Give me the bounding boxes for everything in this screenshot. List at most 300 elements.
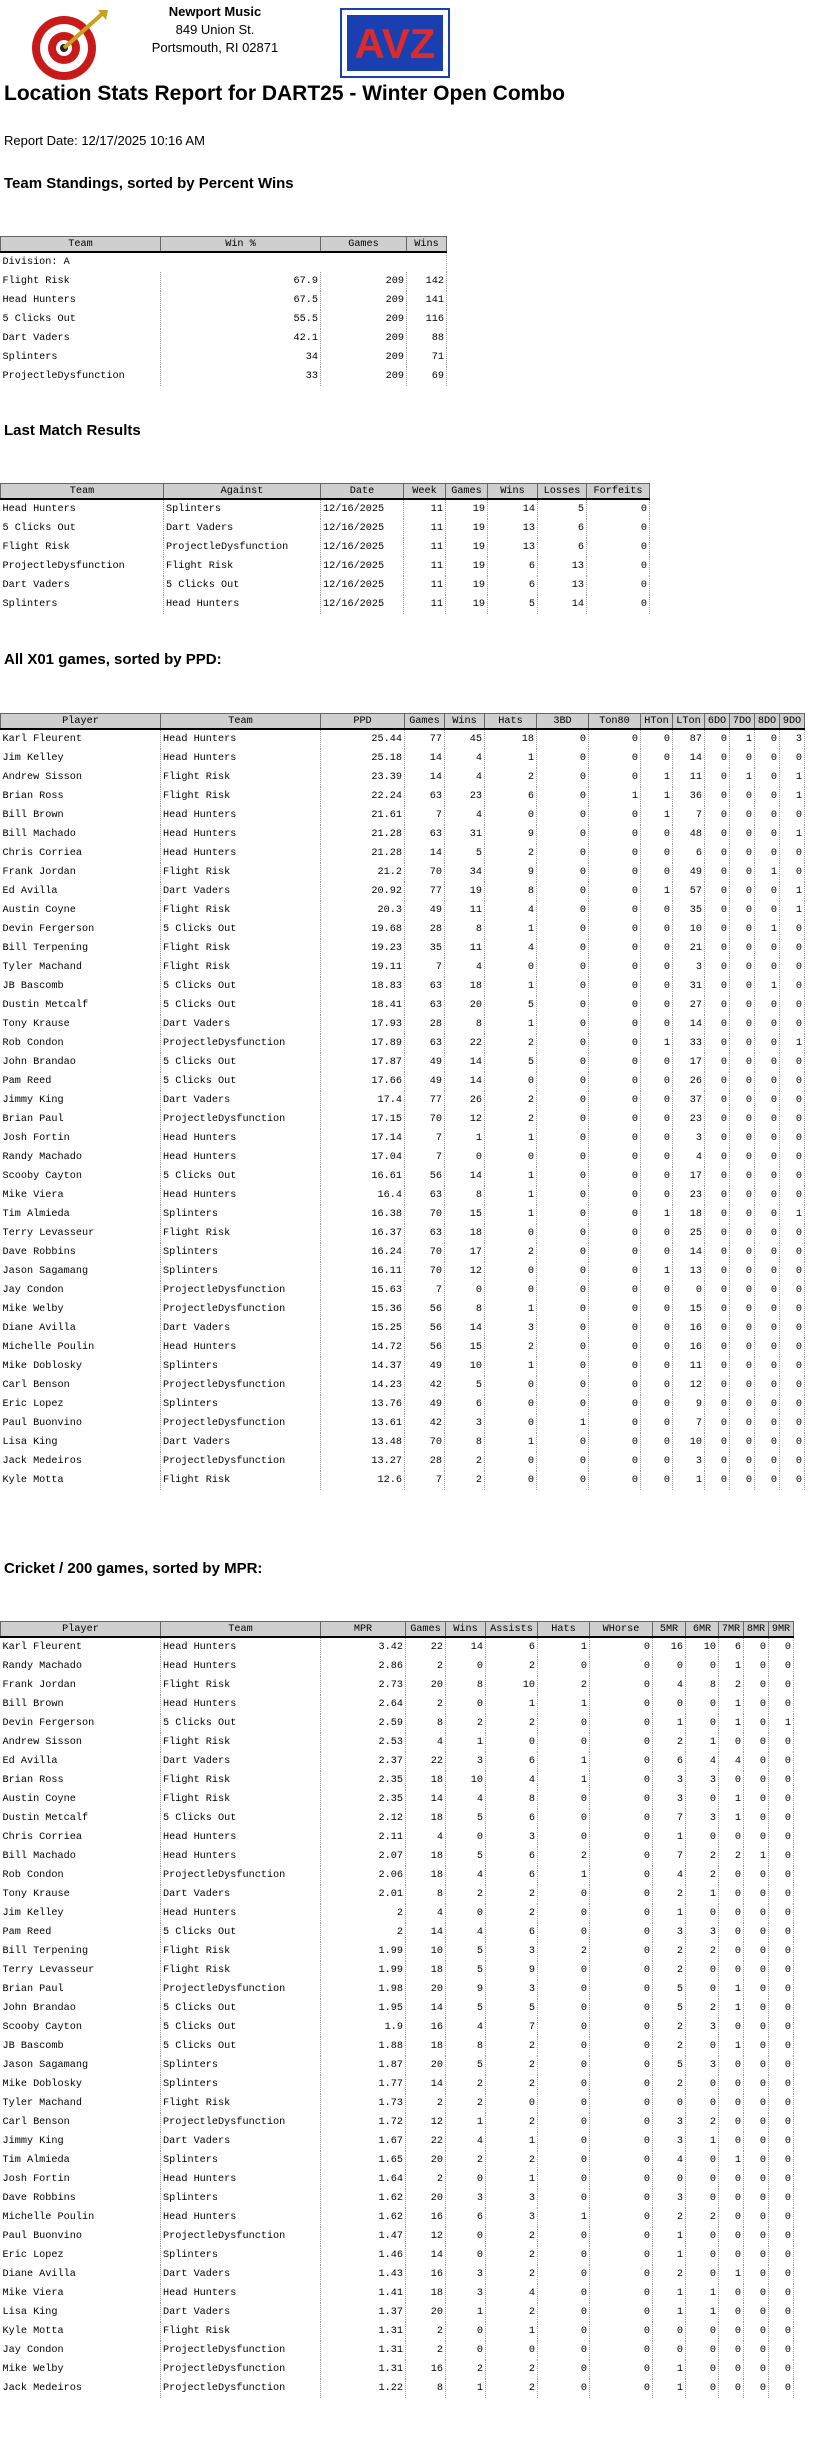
column-header: Team <box>161 1622 321 1638</box>
table-cell: Jimmy King <box>1 2132 161 2151</box>
table-cell: 22 <box>406 2132 446 2151</box>
table-cell: 0 <box>730 1414 755 1433</box>
table-cell: Bill Terpening <box>1 1942 161 1961</box>
table-cell: Karl Fleurent <box>1 729 161 749</box>
table-cell: 35 <box>405 939 445 958</box>
table-cell: 0 <box>769 1637 794 1657</box>
table-cell: 0 <box>744 2227 769 2246</box>
table-cell: 5 Clicks Out <box>1 310 161 329</box>
table-row <box>1 1281 805 1300</box>
table-cell: 0 <box>769 2018 794 2037</box>
table-cell: Mike Viera <box>1 1186 161 1205</box>
table-cell: 0 <box>705 939 730 958</box>
table-cell: 5 Clicks Out <box>161 996 321 1015</box>
table-cell: 0 <box>589 1452 641 1471</box>
table-cell: 0 <box>705 1129 730 1148</box>
table-cell: 5 Clicks Out <box>1 519 164 538</box>
table-cell: Dustin Metcalf <box>1 1809 161 1828</box>
column-header: Wins <box>488 484 538 500</box>
table-cell: Flight Risk <box>1 272 161 291</box>
table-cell: 2.01 <box>321 1885 406 1904</box>
table-cell: 14 <box>538 595 587 614</box>
table-cell: 0 <box>641 1053 673 1072</box>
table-cell: 0 <box>769 1790 794 1809</box>
table-cell: 2 <box>406 2322 446 2341</box>
table-cell: Flight Risk <box>1 538 164 557</box>
table-cell: 0 <box>769 2284 794 2303</box>
table-cell: 0 <box>744 1942 769 1961</box>
avz-logo-text: AVZ <box>354 20 436 67</box>
table-cell: 0 <box>755 768 780 787</box>
table-cell: Head Hunters <box>161 1338 321 1357</box>
table-cell: 0 <box>446 1828 486 1847</box>
table-cell: 14 <box>488 499 538 519</box>
table-cell: 0 <box>719 1923 744 1942</box>
table-cell: Tony Krause <box>1 1885 161 1904</box>
column-header: Games <box>321 237 407 253</box>
table-cell: 0 <box>755 787 780 806</box>
table-cell: Head Hunters <box>161 844 321 863</box>
table-cell: 12/16/2025 <box>321 499 404 519</box>
table-row <box>1 1338 805 1357</box>
column-header: HTon <box>641 714 673 730</box>
table-cell: 2 <box>485 1243 537 1262</box>
table-cell: 0 <box>769 1847 794 1866</box>
table-cell: 0 <box>780 1414 805 1433</box>
table-cell: 1 <box>485 749 537 768</box>
table-cell: 31 <box>445 825 485 844</box>
table-cell: 2 <box>485 1034 537 1053</box>
table-cell: 2 <box>446 2360 486 2379</box>
table-row <box>1 863 805 882</box>
table-cell: 17.04 <box>321 1148 405 1167</box>
table-cell: 0 <box>744 1752 769 1771</box>
table-cell: 0 <box>744 1733 769 1752</box>
table-cell: Head Hunters <box>1 499 164 519</box>
table-cell: Splinters <box>161 2056 321 2075</box>
table-cell: 0 <box>673 1281 705 1300</box>
table-cell: 0 <box>705 1357 730 1376</box>
table-cell: 0 <box>730 1034 755 1053</box>
table-cell: 2.86 <box>321 1657 406 1676</box>
table-cell: 3 <box>653 2113 686 2132</box>
table-cell: 1 <box>653 2303 686 2322</box>
table-cell: 0 <box>587 538 650 557</box>
cricket-heading: Cricket / 200 games, sorted by MPR: <box>4 1560 263 1577</box>
table-cell: 0 <box>537 1186 589 1205</box>
table-cell: 0 <box>589 749 641 768</box>
table-cell: 18 <box>406 1809 446 1828</box>
table-cell: 0 <box>641 996 673 1015</box>
table-cell: Terry Levasseur <box>1 1961 161 1980</box>
table-cell: 0 <box>641 1015 673 1034</box>
table-row <box>1 2037 794 2056</box>
table-cell: 0 <box>769 2208 794 2227</box>
table-cell: 8 <box>446 1676 486 1695</box>
table-cell: 0 <box>641 1414 673 1433</box>
table-cell: 0 <box>485 1376 537 1395</box>
table-cell: Head Hunters <box>161 729 321 749</box>
table-cell: Chris Corriea <box>1 844 161 863</box>
table-cell: Dart Vaders <box>161 1885 321 1904</box>
table-cell: 1 <box>653 2360 686 2379</box>
table-cell: 0 <box>589 1129 641 1148</box>
header-row <box>1 237 447 253</box>
table-cell: 1.62 <box>321 2208 406 2227</box>
table-cell: 2.35 <box>321 1790 406 1809</box>
table-cell: 18 <box>673 1205 705 1224</box>
table-cell: 1 <box>653 1904 686 1923</box>
table-cell: 5 Clicks Out <box>164 576 321 595</box>
report-header <box>0 0 839 80</box>
table-cell: Flight Risk <box>161 958 321 977</box>
table-cell: 0 <box>769 2151 794 2170</box>
table-cell: 5 <box>445 1376 485 1395</box>
table-cell: 4 <box>446 1923 486 1942</box>
table-cell: 0 <box>769 2360 794 2379</box>
table-cell: 0 <box>719 1828 744 1847</box>
table-cell: 0 <box>538 1828 590 1847</box>
table-cell: 0 <box>686 1980 719 1999</box>
table-cell: 0 <box>719 1904 744 1923</box>
table-cell: 15.36 <box>321 1300 405 1319</box>
table-row <box>1 2113 794 2132</box>
column-header: Wins <box>445 714 485 730</box>
table-cell: 0 <box>755 901 780 920</box>
table-cell: 56 <box>405 1300 445 1319</box>
table-cell: 0 <box>538 1980 590 1999</box>
table-cell: 0 <box>537 1243 589 1262</box>
table-cell: 3 <box>653 1923 686 1942</box>
table-cell: 14 <box>673 1015 705 1034</box>
table-cell: 0 <box>537 1148 589 1167</box>
table-row <box>1 1053 805 1072</box>
table-cell: 5 Clicks Out <box>161 920 321 939</box>
table-cell: 0 <box>780 1072 805 1091</box>
table-cell: 0 <box>744 1980 769 1999</box>
table-cell: 1 <box>641 1262 673 1281</box>
table-cell: 0 <box>537 1338 589 1357</box>
table-cell: 0 <box>705 1015 730 1034</box>
table-cell: 0 <box>589 958 641 977</box>
table-cell: 8 <box>445 1015 485 1034</box>
table-cell: 0 <box>537 729 589 749</box>
table-cell: 0 <box>719 2208 744 2227</box>
table-cell: 0 <box>780 1262 805 1281</box>
table-cell: 5 <box>446 1961 486 1980</box>
table-cell: 0 <box>769 2170 794 2189</box>
table-cell: 0 <box>780 1053 805 1072</box>
column-header: Team <box>1 484 164 500</box>
table-cell: 0 <box>719 2189 744 2208</box>
column-header: Against <box>164 484 321 500</box>
table-cell: 55.5 <box>161 310 321 329</box>
table-cell: 0 <box>780 920 805 939</box>
table-cell: 0 <box>641 901 673 920</box>
table-cell: 3 <box>653 2132 686 2151</box>
table-cell: 1.64 <box>321 2170 406 2189</box>
table-row <box>1 348 447 367</box>
table-cell: Splinters <box>161 2189 321 2208</box>
table-cell: Flight Risk <box>161 2322 321 2341</box>
table-cell: 2 <box>486 2151 538 2170</box>
table-cell: 16 <box>653 1637 686 1657</box>
table-cell: 56 <box>405 1167 445 1186</box>
table-cell: 0 <box>730 1376 755 1395</box>
table-cell: 10 <box>673 920 705 939</box>
table-cell: 2 <box>486 1885 538 1904</box>
table-cell: 0 <box>705 1148 730 1167</box>
table-cell: 0 <box>730 1395 755 1414</box>
table-cell: 0 <box>719 2284 744 2303</box>
table-cell: 42 <box>405 1376 445 1395</box>
table-row <box>1 2303 794 2322</box>
table-cell: 5 Clicks Out <box>161 1053 321 1072</box>
table-cell: Splinters <box>161 1205 321 1224</box>
table-row <box>1 2265 794 2284</box>
table-cell: 88 <box>407 329 447 348</box>
table-cell: 0 <box>446 1695 486 1714</box>
table-cell: 1 <box>653 1828 686 1847</box>
table-cell: 2 <box>486 2246 538 2265</box>
table-cell: 1.88 <box>321 2037 406 2056</box>
table-cell: ProjectleDysfunction <box>161 1452 321 1471</box>
table-cell: 2.59 <box>321 1714 406 1733</box>
table-cell: Mike Doblosky <box>1 1357 161 1376</box>
table-cell: 6 <box>486 1809 538 1828</box>
table-cell: 0 <box>587 499 650 519</box>
table-cell: 17.93 <box>321 1015 405 1034</box>
table-cell: Splinters <box>161 2075 321 2094</box>
table-cell: 0 <box>705 1091 730 1110</box>
table-cell: 0 <box>705 1167 730 1186</box>
table-cell: 0 <box>780 1376 805 1395</box>
table-cell: 0 <box>589 1110 641 1129</box>
table-cell: 0 <box>755 996 780 1015</box>
table-cell: 0 <box>780 1395 805 1414</box>
table-cell: Ed Avilla <box>1 882 161 901</box>
table-cell: 0 <box>730 1452 755 1471</box>
table-cell: 1 <box>673 1471 705 1490</box>
table-cell: Dustin Metcalf <box>1 996 161 1015</box>
table-cell: 0 <box>537 1433 589 1452</box>
table-cell: 5 Clicks Out <box>161 1714 321 1733</box>
table-cell: Flight Risk <box>161 1790 321 1809</box>
table-cell: 70 <box>405 1243 445 1262</box>
table-cell: 2 <box>653 2265 686 2284</box>
table-cell: 13 <box>488 538 538 557</box>
table-cell: 0 <box>769 2227 794 2246</box>
table-cell: 16 <box>406 2208 446 2227</box>
table-cell: 0 <box>589 1205 641 1224</box>
table-cell: 3 <box>686 2056 719 2075</box>
table-cell: 0 <box>641 1376 673 1395</box>
table-cell: Jack Medeiros <box>1 2379 161 2398</box>
table-cell: Flight Risk <box>161 1771 321 1790</box>
table-cell: 1 <box>641 1205 673 1224</box>
table-cell: 0 <box>589 825 641 844</box>
last-match-heading: Last Match Results <box>4 422 141 439</box>
table-cell: 7 <box>405 1471 445 1490</box>
table-cell: 0 <box>537 806 589 825</box>
table-cell: 0 <box>705 901 730 920</box>
table-cell: 2 <box>406 2094 446 2113</box>
table-cell: 8 <box>486 1790 538 1809</box>
table-cell: 2.37 <box>321 1752 406 1771</box>
table-cell: 19.23 <box>321 939 405 958</box>
table-row <box>1 996 805 1015</box>
table-cell: 0 <box>755 1167 780 1186</box>
table-cell: 0 <box>769 2265 794 2284</box>
table-cell: 20 <box>406 1980 446 1999</box>
table-cell: 49 <box>673 863 705 882</box>
header-row <box>1 484 650 500</box>
table-cell: 1 <box>769 1714 794 1733</box>
table-cell: Head Hunters <box>161 2284 321 2303</box>
table-cell: 6 <box>488 557 538 576</box>
table-cell: 0 <box>641 1319 673 1338</box>
table-cell: 7 <box>673 806 705 825</box>
table-cell: 25.44 <box>321 729 405 749</box>
table-cell: 0 <box>730 1338 755 1357</box>
table-cell: 17 <box>673 1053 705 1072</box>
table-cell: 0 <box>769 1923 794 1942</box>
table-cell: 0 <box>730 1129 755 1148</box>
table-cell: 0 <box>744 1657 769 1676</box>
table-cell: 1 <box>486 2132 538 2151</box>
table-row <box>1 310 447 329</box>
table-cell: 7 <box>405 1129 445 1148</box>
table-cell: 1 <box>485 1205 537 1224</box>
table-cell: 2 <box>445 1452 485 1471</box>
table-cell: 209 <box>321 348 407 367</box>
table-cell: 0 <box>780 1319 805 1338</box>
table-cell: 1 <box>537 1414 589 1433</box>
table-cell: 0 <box>686 2360 719 2379</box>
table-row <box>1 519 650 538</box>
table-row <box>1 2056 794 2075</box>
table-cell: Flight Risk <box>161 1942 321 1961</box>
table-cell: Paul Buonvino <box>1 1414 161 1433</box>
table-cell: 1 <box>780 901 805 920</box>
table-cell: 3 <box>686 2018 719 2037</box>
table-cell: 3 <box>653 1771 686 1790</box>
table-cell: 11 <box>404 499 446 519</box>
table-cell: 1 <box>730 729 755 749</box>
table-cell: 23 <box>673 1110 705 1129</box>
table-cell: Eric Lopez <box>1 2246 161 2265</box>
table-cell: 12.6 <box>321 1471 405 1490</box>
table-cell: 0 <box>769 1904 794 1923</box>
table-cell: 22.24 <box>321 787 405 806</box>
table-cell: 0 <box>537 1053 589 1072</box>
table-cell: 0 <box>755 1034 780 1053</box>
table-cell: 0 <box>538 2360 590 2379</box>
table-cell: 0 <box>446 2322 486 2341</box>
table-cell: 0 <box>641 1357 673 1376</box>
table-cell: 1.37 <box>321 2303 406 2322</box>
column-header: Games <box>446 484 488 500</box>
table-cell: 0 <box>705 1281 730 1300</box>
table-cell: 12 <box>406 2113 446 2132</box>
table-cell: 0 <box>705 1338 730 1357</box>
table-cell: 42.1 <box>161 329 321 348</box>
table-cell: ProjectleDysfunction <box>161 2360 321 2379</box>
table-cell: 0 <box>641 1072 673 1091</box>
table-cell: 14.72 <box>321 1338 405 1357</box>
column-header: 7MR <box>719 1622 744 1638</box>
table-cell: 3 <box>673 1452 705 1471</box>
table-cell: 19 <box>446 557 488 576</box>
table-cell: 0 <box>769 1771 794 1790</box>
table-cell: 0 <box>769 1866 794 1885</box>
table-cell: 17.89 <box>321 1034 405 1053</box>
table-cell: 1 <box>755 977 780 996</box>
table-cell: ProjectleDysfunction <box>161 1300 321 1319</box>
table-cell: 0 <box>538 1923 590 1942</box>
table-cell: 37 <box>673 1091 705 1110</box>
table-row <box>1 1923 794 1942</box>
table-cell: Pam Reed <box>1 1923 161 1942</box>
table-cell: Splinters <box>164 499 321 519</box>
x01-stats-table <box>0 713 805 1490</box>
table-cell: 0 <box>744 2265 769 2284</box>
table-cell: Brian Paul <box>1 1110 161 1129</box>
table-cell: 14 <box>406 1790 446 1809</box>
table-cell: 0 <box>744 1866 769 1885</box>
table-row <box>1 1357 805 1376</box>
table-cell: 6 <box>446 2208 486 2227</box>
table-cell: 3 <box>485 1319 537 1338</box>
table-cell: 45 <box>445 729 485 749</box>
table-cell: 0 <box>769 1752 794 1771</box>
table-cell: 2 <box>486 2113 538 2132</box>
table-cell: 1.47 <box>321 2227 406 2246</box>
table-cell: 0 <box>755 1433 780 1452</box>
table-cell: 0 <box>590 1752 653 1771</box>
table-cell: 49 <box>405 1072 445 1091</box>
table-row <box>1 1072 805 1091</box>
table-cell: 67.5 <box>161 291 321 310</box>
table-cell: Michelle Poulin <box>1 2208 161 2227</box>
table-cell: 0 <box>589 729 641 749</box>
table-cell: 0 <box>730 806 755 825</box>
table-cell: 4 <box>446 1866 486 1885</box>
table-cell: 56 <box>405 1319 445 1338</box>
table-cell: 1 <box>719 1657 744 1676</box>
table-cell: 0 <box>641 1433 673 1452</box>
table-cell: 0 <box>730 1015 755 1034</box>
table-cell: Mike Welby <box>1 2360 161 2379</box>
table-cell: 18 <box>485 729 537 749</box>
table-cell: 0 <box>589 1243 641 1262</box>
table-cell: 0 <box>590 2018 653 2037</box>
table-cell: 209 <box>321 291 407 310</box>
table-cell: 8 <box>485 882 537 901</box>
table-cell: 70 <box>405 1205 445 1224</box>
table-cell: 0 <box>705 806 730 825</box>
table-cell: 0 <box>538 2341 590 2360</box>
table-cell: 16 <box>673 1319 705 1338</box>
table-cell: Dart Vaders <box>161 2132 321 2151</box>
table-cell: Mike Doblosky <box>1 2075 161 2094</box>
table-cell: 0 <box>590 2379 653 2398</box>
table-cell: 56 <box>405 1338 445 1357</box>
table-cell: 0 <box>590 2208 653 2227</box>
table-cell: 49 <box>405 1053 445 1072</box>
header-row <box>1 1622 794 1638</box>
table-cell: 5 <box>446 2056 486 2075</box>
